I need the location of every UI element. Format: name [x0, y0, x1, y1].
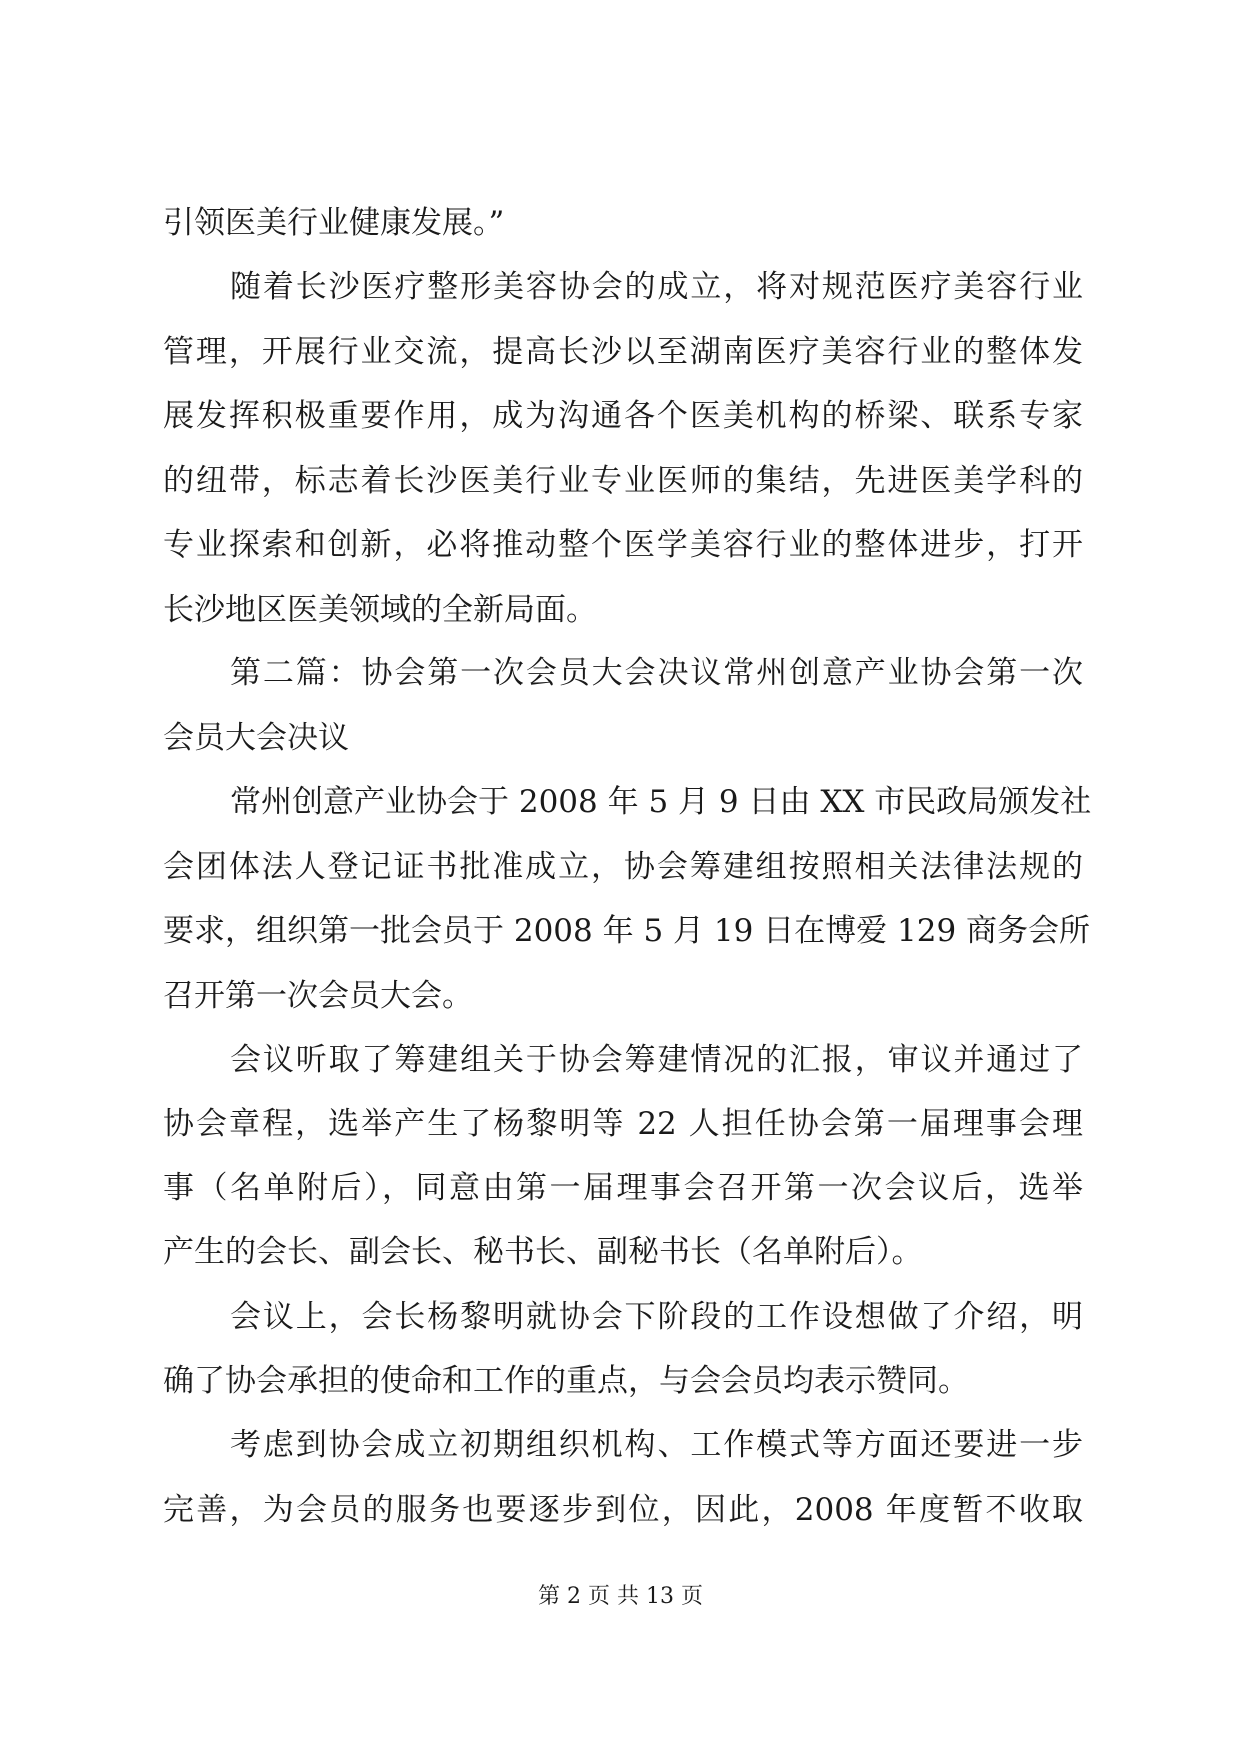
- text-line-18: 会议上，会长杨黎明就协会下阶段的工作设想做了介绍，明: [230, 1299, 1083, 1335]
- text-line-19: 确了协会承担的使命和工作的重点，与会会员均表示赞同。: [163, 1363, 969, 1399]
- text-line-12: 要求，组织第一批会员于 2008 年 5 月 19 日在博爱 129 商务会所: [163, 913, 1091, 949]
- text-line-4: 展发挥积极重要作用，成为沟通各个医美机构的桥梁、联系专家: [163, 398, 1083, 434]
- text-line-17: 产生的会长、副会长、秘书长、副秘书长（名单附后）。: [163, 1234, 923, 1270]
- section-heading-line-1: 第二篇：协会第一次会员大会决议常州创意产业协会第一次: [230, 655, 1083, 691]
- text-line-21: 完善，为会员的服务也要逐步到位，因此，2008 年度暂不收取: [163, 1492, 1083, 1528]
- text-line-13: 召开第一次会员大会。: [163, 978, 473, 1014]
- text-line-15: 协会章程，选举产生了杨黎明等 22 人担任协会第一届理事会理: [163, 1106, 1083, 1142]
- text-line-14: 会议听取了筹建组关于协会筹建情况的汇报，审议并通过了: [230, 1042, 1083, 1078]
- section-heading-line-2: 会员大会决议: [163, 720, 349, 756]
- page-number-footer: 第 2 页 共 13 页: [538, 1584, 703, 1609]
- text-line-16: 事（名单附后），同意由第一届理事会召开第一次会议后，选举: [163, 1170, 1083, 1206]
- text-line-3: 管理，开展行业交流，提高长沙以至湖南医疗美容行业的整体发: [163, 334, 1083, 370]
- text-line-20: 考虑到协会成立初期组织机构、工作模式等方面还要进一步: [230, 1427, 1083, 1463]
- text-line-7: 长沙地区医美领域的全新局面。: [163, 592, 597, 628]
- text-line-11: 会团体法人登记证书批准成立，协会筹建组按照相关法律法规的: [163, 849, 1083, 885]
- text-line-5: 的纽带，标志着长沙医美行业专业医师的集结，先进医美学科的: [163, 463, 1083, 499]
- text-line-10: 常州创意产业协会于 2008 年 5 月 9 日由 XX 市民政局颁发社: [230, 784, 1092, 820]
- text-line-6: 专业探索和创新，必将推动整个医学美容行业的整体进步，打开: [163, 527, 1083, 563]
- text-line-1: 引领医美行业健康发展。”: [163, 205, 505, 241]
- text-line-2: 随着长沙医疗整形美容协会的成立，将对规范医疗美容行业: [230, 269, 1083, 305]
